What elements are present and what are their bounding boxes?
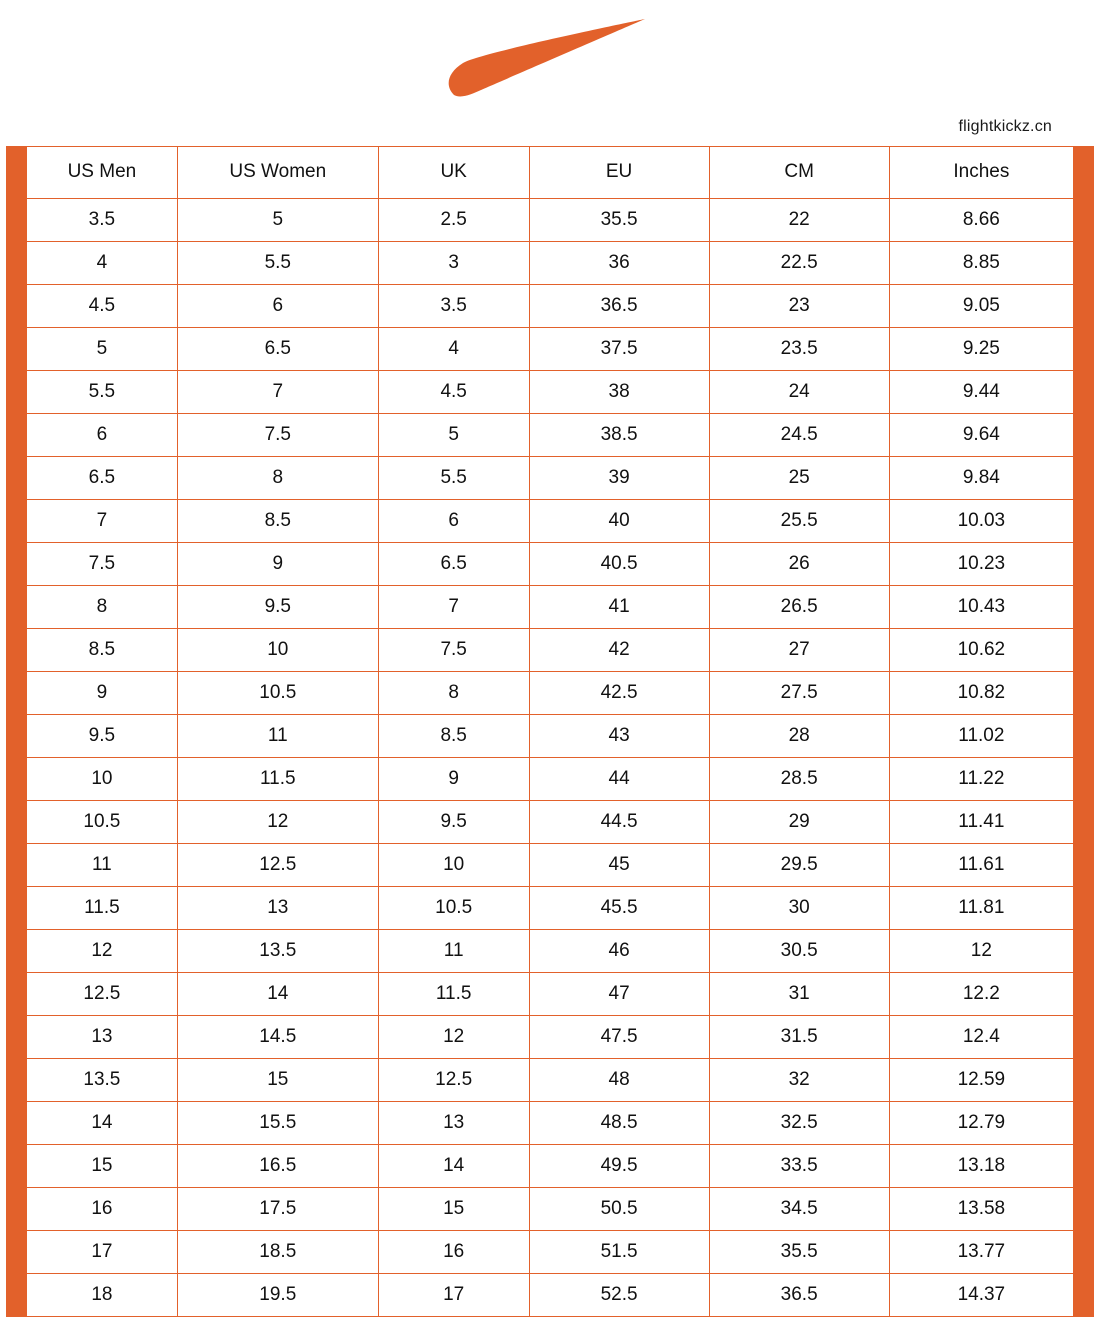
table-cell: 10 [27, 758, 178, 801]
table-cell: 7 [27, 500, 178, 543]
table-cell: 10.5 [378, 887, 529, 930]
table-cell: 10.5 [177, 672, 378, 715]
table-cell: 9.25 [889, 328, 1073, 371]
table-cell: 13 [177, 887, 378, 930]
table-cell: 12 [378, 1016, 529, 1059]
column-header-cm: CM [709, 147, 889, 199]
table-cell: 32.5 [709, 1102, 889, 1145]
table-row [27, 1274, 1074, 1317]
table-row [27, 930, 1074, 973]
table-row [27, 586, 1074, 629]
table-cell: 18.5 [177, 1231, 378, 1274]
table-cell: 30 [709, 887, 889, 930]
table-row [27, 199, 1074, 242]
table-cell: 5.5 [27, 371, 178, 414]
table-cell: 19.5 [177, 1274, 378, 1317]
table-row [27, 887, 1074, 930]
table-cell: 30.5 [709, 930, 889, 973]
size-chart-container [26, 146, 1074, 1317]
table-cell: 13.5 [27, 1059, 178, 1102]
table-cell: 32 [709, 1059, 889, 1102]
table-row [27, 1059, 1074, 1102]
table-cell: 6.5 [177, 328, 378, 371]
table-cell: 39 [529, 457, 709, 500]
table-row [27, 371, 1074, 414]
table-cell: 33.5 [709, 1145, 889, 1188]
column-header-us-men: US Men [27, 147, 178, 199]
table-cell: 10 [177, 629, 378, 672]
table-row [27, 715, 1074, 758]
table-cell: 6.5 [27, 457, 178, 500]
table-cell: 29 [709, 801, 889, 844]
table-row [27, 1231, 1074, 1274]
table-cell: 9.64 [889, 414, 1073, 457]
table-cell: 22.5 [709, 242, 889, 285]
table-cell: 11 [177, 715, 378, 758]
table-cell: 18 [27, 1274, 178, 1317]
table-cell: 13.5 [177, 930, 378, 973]
table-cell: 11 [27, 844, 178, 887]
table-cell: 11.22 [889, 758, 1073, 801]
table-cell: 15 [177, 1059, 378, 1102]
watermark-text: flightkickz.cn [958, 118, 1052, 135]
table-cell: 45 [529, 844, 709, 887]
table-row [27, 801, 1074, 844]
table-cell: 6 [378, 500, 529, 543]
table-cell: 7.5 [27, 543, 178, 586]
table-cell: 17 [378, 1274, 529, 1317]
table-row [27, 844, 1074, 887]
table-cell: 49.5 [529, 1145, 709, 1188]
table-cell: 36.5 [529, 285, 709, 328]
table-cell: 11.5 [27, 887, 178, 930]
table-cell: 36.5 [709, 1274, 889, 1317]
table-row [27, 328, 1074, 371]
table-row [27, 1188, 1074, 1231]
table-cell: 44.5 [529, 801, 709, 844]
table-cell: 47.5 [529, 1016, 709, 1059]
table-cell: 6.5 [378, 543, 529, 586]
right-accent-bar [1074, 146, 1094, 1317]
table-cell: 5.5 [177, 242, 378, 285]
table-cell: 42.5 [529, 672, 709, 715]
table-cell: 35.5 [709, 1231, 889, 1274]
table-cell: 13 [378, 1102, 529, 1145]
table-cell: 14.5 [177, 1016, 378, 1059]
table-cell: 12.2 [889, 973, 1073, 1016]
table-cell: 11.61 [889, 844, 1073, 887]
table-cell: 8.5 [378, 715, 529, 758]
table-cell: 4.5 [27, 285, 178, 328]
table-cell: 12 [27, 930, 178, 973]
table-cell: 26 [709, 543, 889, 586]
table-cell: 10.62 [889, 629, 1073, 672]
table-cell: 12.5 [27, 973, 178, 1016]
table-row [27, 500, 1074, 543]
table-row [27, 973, 1074, 1016]
table-cell: 8.66 [889, 199, 1073, 242]
table-cell: 15 [378, 1188, 529, 1231]
table-cell: 10.03 [889, 500, 1073, 543]
table-cell: 12 [889, 930, 1073, 973]
table-cell: 8.85 [889, 242, 1073, 285]
table-cell: 47 [529, 973, 709, 1016]
table-cell: 11.41 [889, 801, 1073, 844]
table-cell: 15 [27, 1145, 178, 1188]
table-cell: 12.4 [889, 1016, 1073, 1059]
table-cell: 11.5 [177, 758, 378, 801]
table-cell: 51.5 [529, 1231, 709, 1274]
table-cell: 9 [177, 543, 378, 586]
table-cell: 31 [709, 973, 889, 1016]
table-row [27, 672, 1074, 715]
table-cell: 7 [177, 371, 378, 414]
table-cell: 36 [529, 242, 709, 285]
left-accent-bar [6, 146, 26, 1317]
column-header-uk: UK [378, 147, 529, 199]
table-cell: 23 [709, 285, 889, 328]
table-cell: 15.5 [177, 1102, 378, 1145]
table-cell: 5 [27, 328, 178, 371]
table-cell: 48.5 [529, 1102, 709, 1145]
table-cell: 48 [529, 1059, 709, 1102]
table-cell: 27 [709, 629, 889, 672]
table-cell: 12.59 [889, 1059, 1073, 1102]
table-cell: 16 [378, 1231, 529, 1274]
table-cell: 12.5 [177, 844, 378, 887]
table-cell: 46 [529, 930, 709, 973]
table-cell: 10.43 [889, 586, 1073, 629]
table-cell: 22 [709, 199, 889, 242]
table-cell: 12 [177, 801, 378, 844]
table-cell: 42 [529, 629, 709, 672]
table-cell: 6 [27, 414, 178, 457]
table-cell: 13.77 [889, 1231, 1073, 1274]
table-cell: 38 [529, 371, 709, 414]
table-cell: 2.5 [378, 199, 529, 242]
table-cell: 24.5 [709, 414, 889, 457]
table-cell: 9.5 [177, 586, 378, 629]
table-cell: 5.5 [378, 457, 529, 500]
table-cell: 31.5 [709, 1016, 889, 1059]
table-row [27, 758, 1074, 801]
table-cell: 13.58 [889, 1188, 1073, 1231]
table-cell: 8.5 [177, 500, 378, 543]
column-header-us-women: US Women [177, 147, 378, 199]
table-cell: 26.5 [709, 586, 889, 629]
table-cell: 9.05 [889, 285, 1073, 328]
shoe-size-table [26, 146, 1074, 1317]
table-cell: 5 [378, 414, 529, 457]
table-cell: 3 [378, 242, 529, 285]
table-cell: 7.5 [177, 414, 378, 457]
table-cell: 10.5 [27, 801, 178, 844]
table-cell: 11.02 [889, 715, 1073, 758]
table-cell: 29.5 [709, 844, 889, 887]
table-cell: 28.5 [709, 758, 889, 801]
column-header-eu: EU [529, 147, 709, 199]
table-cell: 45.5 [529, 887, 709, 930]
table-cell: 35.5 [529, 199, 709, 242]
table-cell: 27.5 [709, 672, 889, 715]
table-cell: 50.5 [529, 1188, 709, 1231]
nike-swoosh-logo [445, 18, 655, 98]
table-cell: 28 [709, 715, 889, 758]
table-cell: 8.5 [27, 629, 178, 672]
table-cell: 14.37 [889, 1274, 1073, 1317]
table-cell: 12.5 [378, 1059, 529, 1102]
table-cell: 9 [378, 758, 529, 801]
table-cell: 16.5 [177, 1145, 378, 1188]
table-row [27, 285, 1074, 328]
table-cell: 14 [27, 1102, 178, 1145]
table-cell: 17 [27, 1231, 178, 1274]
table-row [27, 543, 1074, 586]
table-cell: 10 [378, 844, 529, 887]
table-cell: 37.5 [529, 328, 709, 371]
table-cell: 52.5 [529, 1274, 709, 1317]
table-cell: 4.5 [378, 371, 529, 414]
table-cell: 40 [529, 500, 709, 543]
table-cell: 13.18 [889, 1145, 1073, 1188]
table-cell: 8 [378, 672, 529, 715]
table-cell: 34.5 [709, 1188, 889, 1231]
table-cell: 14 [177, 973, 378, 1016]
table-body [27, 199, 1074, 1317]
table-row [27, 457, 1074, 500]
table-row [27, 1102, 1074, 1145]
table-cell: 5 [177, 199, 378, 242]
table-row [27, 629, 1074, 672]
table-cell: 11 [378, 930, 529, 973]
table-cell: 38.5 [529, 414, 709, 457]
table-cell: 9 [27, 672, 178, 715]
table-cell: 8 [27, 586, 178, 629]
table-cell: 7 [378, 586, 529, 629]
table-cell: 3.5 [27, 199, 178, 242]
table-row [27, 414, 1074, 457]
table-cell: 12.79 [889, 1102, 1073, 1145]
table-cell: 4 [27, 242, 178, 285]
table-cell: 14 [378, 1145, 529, 1188]
table-cell: 10.23 [889, 543, 1073, 586]
table-cell: 4 [378, 328, 529, 371]
table-cell: 44 [529, 758, 709, 801]
table-cell: 41 [529, 586, 709, 629]
table-cell: 16 [27, 1188, 178, 1231]
table-cell: 6 [177, 285, 378, 328]
table-cell: 25.5 [709, 500, 889, 543]
table-cell: 8 [177, 457, 378, 500]
table-cell: 11.5 [378, 973, 529, 1016]
table-cell: 9.5 [27, 715, 178, 758]
table-cell: 24 [709, 371, 889, 414]
logo-header [0, 0, 1100, 135]
table-row [27, 1145, 1074, 1188]
table-cell: 23.5 [709, 328, 889, 371]
table-cell: 9.5 [378, 801, 529, 844]
table-cell: 9.84 [889, 457, 1073, 500]
table-cell: 43 [529, 715, 709, 758]
table-row [27, 242, 1074, 285]
table-cell: 9.44 [889, 371, 1073, 414]
table-cell: 40.5 [529, 543, 709, 586]
table-header-row [27, 147, 1074, 199]
table-cell: 3.5 [378, 285, 529, 328]
column-header-inches: Inches [889, 147, 1073, 199]
table-cell: 7.5 [378, 629, 529, 672]
table-cell: 13 [27, 1016, 178, 1059]
table-cell: 10.82 [889, 672, 1073, 715]
table-cell: 17.5 [177, 1188, 378, 1231]
table-row [27, 1016, 1074, 1059]
table-cell: 25 [709, 457, 889, 500]
table-cell: 11.81 [889, 887, 1073, 930]
